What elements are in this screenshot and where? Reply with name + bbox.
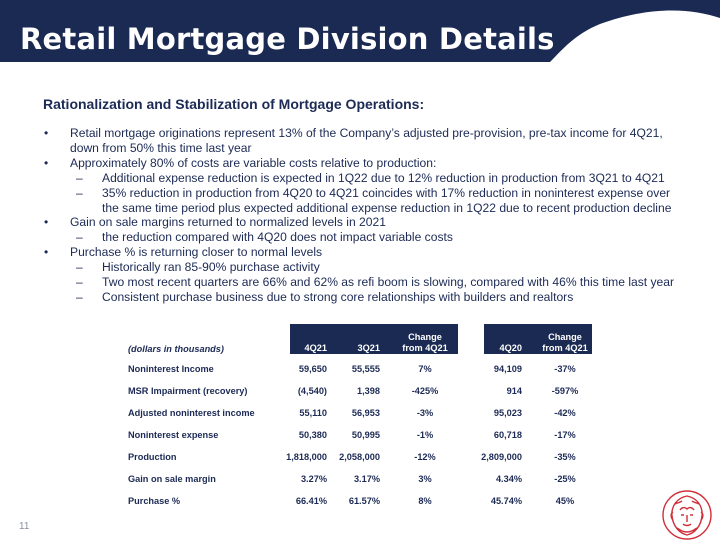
cell-3q21: 61.57% [348, 496, 380, 506]
cell-change2-4q21: -35% [554, 452, 576, 462]
column-header-change2-line2: from 4Q21 [542, 343, 588, 353]
sub-bullet-item: – Additional expense reduction is expected in 1Q22 due to 12% reduction in production from 3Q21 to 4Q21 [43, 171, 683, 186]
cell-change2-4q21: -37% [554, 364, 576, 374]
row-label: Gain on sale margin [128, 474, 216, 484]
cell-change-4q21: -425% [411, 386, 439, 396]
bullet-item: • Approximately 80% of costs are variable costs relative to production: [43, 156, 683, 171]
cell-4q20: 2,809,000 [481, 452, 522, 462]
cell-4q21: (4,540) [297, 386, 327, 396]
lion-emblem-icon [660, 488, 714, 547]
sub-bullet-item [43, 186, 683, 216]
sub-bullet-item: – the reduction compared with 4Q20 does not impact variable costs [43, 230, 683, 245]
cell-3q21: 56,953 [351, 408, 380, 418]
cell-change-4q21: -1% [416, 430, 434, 440]
cell-4q20: 94,109 [493, 364, 522, 374]
row-label: Purchase % [128, 496, 181, 506]
cell-4q21: 1,818,000 [286, 452, 327, 462]
column-header-change-line1: Change [408, 332, 442, 342]
cell-4q21: 59,650 [298, 364, 327, 374]
bullet-text: • Retail mortgage originations represent 13% of the Company’s adjusted pre-provision, pre-tax income for 4Q21, [70, 126, 663, 140]
column-header-change2-line1: Change [548, 332, 582, 342]
bullet-list [43, 126, 683, 305]
cell-3q21: 50,995 [351, 430, 380, 440]
cell-3q21: 55,555 [351, 364, 380, 374]
cell-change2-4q21: -597% [551, 386, 579, 396]
sub-bullet-text: the same time period plus expected additional expense reduction in 1Q22 due to recent production decline [102, 200, 672, 215]
section-subtitle: Rationalization and Stabilization of Mortgage Operations: [43, 96, 425, 112]
bullet-item: • Purchase % is returning closer to normal levels [43, 245, 683, 260]
cell-change-4q21: -3% [416, 408, 434, 418]
cell-4q20: 60,718 [493, 430, 522, 440]
cell-3q21: 1,398 [357, 386, 380, 396]
bullet-item: • Gain on sale margins returned to normalized levels in 2021 [43, 215, 683, 230]
cell-4q20: 45.74% [490, 496, 522, 506]
bullet-item [43, 126, 683, 156]
cell-4q21: 66.41% [295, 496, 327, 506]
cell-4q21: 3.27% [300, 474, 327, 484]
cell-4q20: 914 [506, 386, 522, 396]
cell-change2-4q21: -42% [554, 408, 576, 418]
cell-4q20: 95,023 [493, 408, 522, 418]
cell-change-4q21: 3% [418, 474, 432, 484]
cell-change2-4q21: -25% [554, 474, 576, 484]
cell-change2-4q21: 45% [555, 496, 575, 506]
cell-change-4q21: -12% [414, 452, 436, 462]
cell-4q21: 55,110 [299, 408, 327, 418]
row-label: Noninterest expense [128, 430, 219, 440]
table-note: (dollars in thousands) [128, 344, 224, 354]
row-label: Noninterest Income [128, 364, 214, 374]
cell-4q20: 4.34% [495, 474, 522, 484]
column-header-change-line2: from 4Q21 [402, 343, 448, 353]
cell-change2-4q21: -17% [554, 430, 576, 440]
page-number: 11 [19, 521, 30, 532]
page-title: Retail Mortgage Division Details [20, 22, 555, 56]
sub-bullet-item: – Consistent purchase business due to strong core relationships with builders and realtors [43, 290, 683, 305]
title-banner [0, 0, 720, 62]
column-header-3q21: 3Q21 [357, 343, 380, 353]
cell-3q21: 2,058,000 [339, 452, 380, 462]
bullet-text: down from 50% this time last year [70, 140, 252, 155]
sub-bullet-item: – Two most recent quarters are 66% and 62% as refi boom is slowing, compared with 46% this time last year [43, 275, 683, 290]
row-label: MSR Impairment (recovery) [128, 386, 248, 396]
sub-bullet-item: – Historically ran 85-90% purchase activity [43, 260, 683, 275]
row-label: Adjusted noninterest income [128, 408, 255, 418]
row-label: Production [128, 452, 177, 462]
sub-bullet-text: – 35% reduction in production from 4Q20 to 4Q21 coincides with 17% reduction in noninterest expense over [102, 185, 671, 200]
column-header-4q21: 4Q21 [304, 343, 327, 353]
cell-change-4q21: 8% [418, 496, 432, 506]
cell-3q21: 3.17% [353, 474, 380, 484]
cell-change-4q21: 7% [418, 364, 432, 374]
column-header-4q20: 4Q20 [499, 343, 522, 353]
cell-4q21: 50,380 [298, 430, 327, 440]
